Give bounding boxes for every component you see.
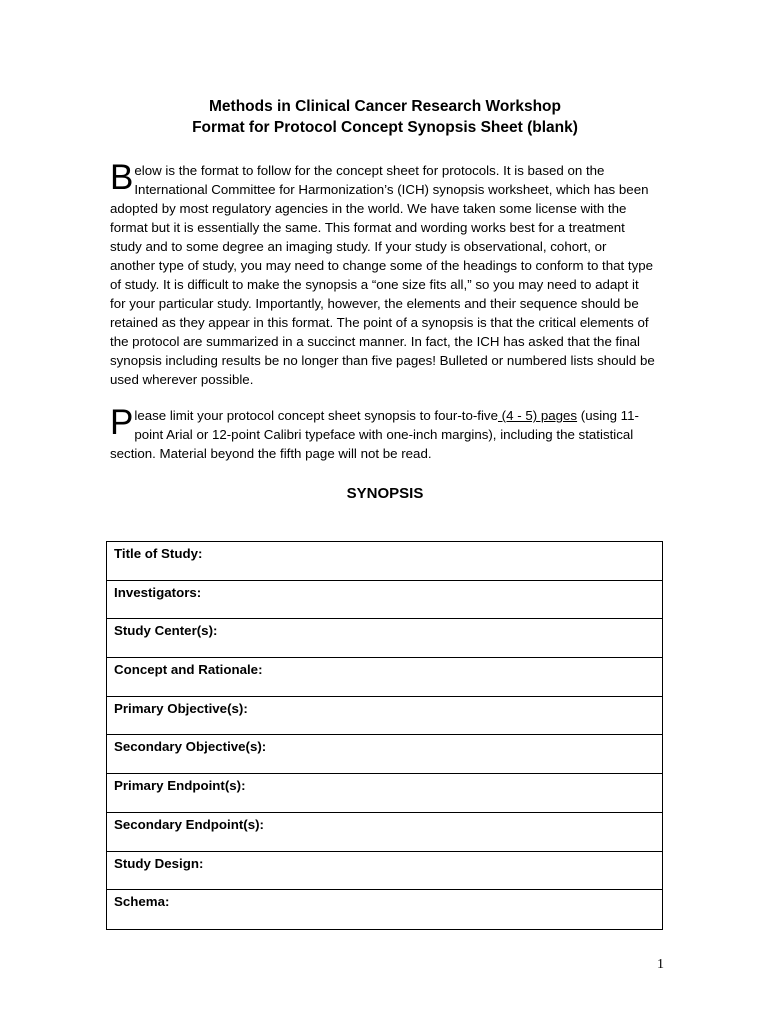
limit-text-underlined: (4 - 5) pages [497, 408, 578, 423]
synopsis-row-primary-objectives: Primary Objective(s): [107, 697, 662, 736]
intro-paragraph [110, 158, 655, 389]
synopsis-row-concept-rationale: Concept and Rationale: [107, 658, 662, 697]
synopsis-row-schema: Schema: [114, 894, 170, 910]
intro-text: elow is the format to follow for the concept sheet for protocols. It is based on the International Committee for Harmonization’s (ICH) synopsis worksheet, which has been adopted by most regulatory agencies in the world. We have taken some license with the format but it is essentially the same. This format and wording works best for a treatment study and to some degree an imaging study. If your study is observational, cohort, or another type of study, you may need to change some of the headings to conform to that type of study. It is difficult to make the synopsis a “one size fits all,” so you may need to adapt it for your particular study. Importantly, however, the elements and their sequence should be retained as they appear in this format. The point of a synopsis is that the critical elements of the protocol are summarized in a succinct manner. In fact, the ICH has asked that the final synopsis including results be no longer than five pages! Bulleted or numbered lists should be used wherever possible. [110, 163, 655, 387]
synopsis-table [106, 541, 663, 930]
page-number: 1 [657, 957, 664, 972]
intro-dropcap: B [110, 158, 134, 197]
title-line-1: Methods in Clinical Cancer Research Workshop [209, 98, 561, 115]
limit-text-before: lease limit your protocol concept sheet synopsis to four-to-five [134, 408, 498, 423]
title-line-2: Format for Protocol Concept Synopsis Sheet (blank) [192, 119, 578, 136]
synopsis-row-primary-endpoints: Primary Endpoint(s): [107, 774, 662, 813]
synopsis-row-secondary-objectives: Secondary Objective(s): [107, 735, 662, 774]
limit-text-after: (using 11-point Arial or 12-point Calibri typeface with one-inch margins), including the statistical section. Material beyond the fifth page will not be read. [110, 408, 639, 461]
synopsis-row-title-of-study: Title of Study: [107, 542, 662, 581]
document-title [0, 96, 770, 138]
synopsis-row-study-design: Study Design: [107, 852, 662, 891]
synopsis-row-study-centers: Study Center(s): [107, 619, 662, 658]
limit-dropcap: P [110, 403, 134, 442]
synopsis-row-secondary-endpoints: Secondary Endpoint(s): [107, 813, 662, 852]
synopsis-row-investigators: Investigators: [107, 581, 662, 620]
synopsis-heading: SYNOPSIS [346, 485, 424, 502]
page-limit-paragraph [110, 403, 655, 463]
